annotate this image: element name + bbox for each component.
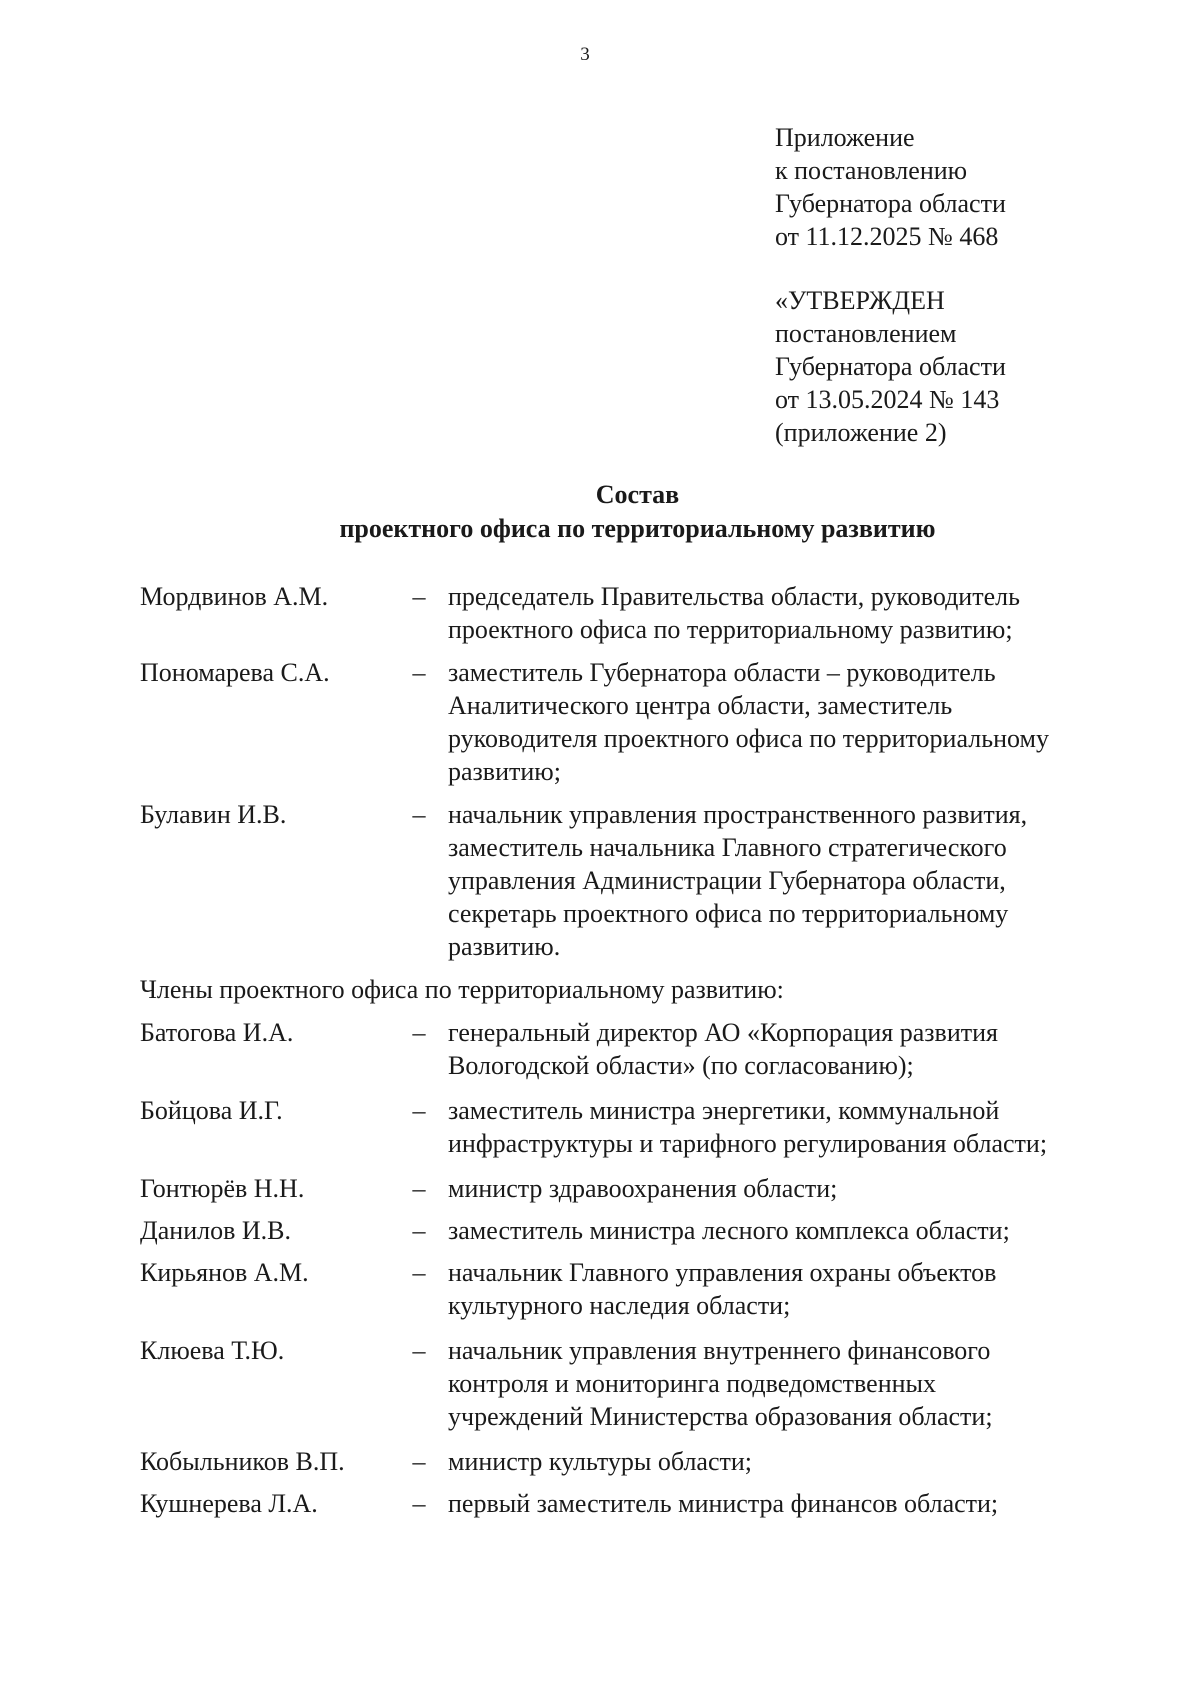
approved-line: от 13.05.2024 № 143 (775, 385, 1000, 414)
member-role: заместитель Губернатора области – руководитель Аналитического центра области, заместитель руководителя проектного офиса по территориальному развитию; (448, 658, 1049, 786)
member-entry (140, 1334, 1128, 1433)
member-name: Данилов И.В. (140, 1216, 291, 1245)
member-entry (140, 1487, 1128, 1520)
appendix-stamp (775, 121, 1006, 253)
dash-separator: – (412, 1018, 426, 1047)
member-role: начальник Главного управления охраны объектов культурного наследия области; (448, 1258, 997, 1320)
member-role: министр культуры области; (448, 1447, 753, 1476)
member-entry (140, 1094, 1128, 1160)
member-role: заместитель министра энергетики, коммунальной инфраструктуры и тарифного регулирования области; (448, 1096, 1048, 1158)
approved-stamp (775, 284, 1006, 449)
approved-line: Губернатора области (775, 352, 1006, 381)
member-entry (140, 580, 1128, 646)
leadership-list (140, 580, 1128, 963)
member-name: Бойцова И.Г. (140, 1096, 283, 1125)
member-role: начальник управления внутреннего финансового контроля и мониторинга подведомственных учреждений Министерства образования области; (448, 1336, 993, 1431)
appendix-line: к постановлению (775, 156, 968, 185)
members-list (140, 1016, 1128, 1520)
dash-separator: – (412, 582, 426, 611)
member-role: заместитель министра лесного комплекса области; (448, 1216, 1010, 1245)
dash-separator: – (412, 1336, 426, 1365)
dash-separator: – (412, 800, 426, 829)
document-title (0, 478, 1200, 546)
member-entry (140, 1445, 1128, 1478)
dash-separator: – (412, 1258, 426, 1287)
appendix-line: Приложение (775, 123, 915, 152)
title-line-2: проектного офиса по территориальному развитию (339, 514, 936, 543)
member-name: Булавин И.В. (140, 800, 287, 829)
member-name: Пономарева С.А. (140, 658, 330, 687)
appendix-line: Губернатора области (775, 189, 1006, 218)
member-name: Гонтюрёв Н.Н. (140, 1174, 305, 1203)
member-entry (140, 1214, 1128, 1247)
approved-line: (приложение 2) (775, 418, 947, 447)
member-name: Клюева Т.Ю. (140, 1336, 285, 1365)
member-entry (140, 798, 1128, 963)
member-role: начальник управления пространственного развития, заместитель начальника Главного стратегического управления Администрации Губернатора области, секретарь проектного офиса по территориальному развитию. (448, 800, 1028, 961)
dash-separator: – (412, 1447, 426, 1476)
page-number: 3 (580, 44, 590, 65)
member-entry (140, 656, 1128, 788)
member-role: генеральный директор АО «Корпорация развития Вологодской области» (по согласованию); (448, 1018, 998, 1080)
member-entry (140, 1172, 1128, 1205)
member-role: министр здравоохранения области; (448, 1174, 838, 1203)
members-heading: Члены проектного офиса по территориальному развитию: (140, 975, 784, 1004)
appendix-line: от 11.12.2025 № 468 (775, 222, 999, 251)
title-line-1: Состав (595, 480, 680, 509)
member-name: Мордвинов А.М. (140, 582, 329, 611)
member-role: первый заместитель министра финансов области; (448, 1489, 999, 1518)
dash-separator: – (412, 1216, 426, 1245)
dash-separator: – (412, 1096, 426, 1125)
member-role: председатель Правительства области, руководитель проектного офиса по территориальному развитию; (448, 582, 1020, 644)
approved-line: «УТВЕРЖДЕН (775, 286, 945, 315)
dash-separator: – (412, 658, 426, 687)
member-name: Кобыльников В.П. (140, 1447, 345, 1476)
dash-separator: – (412, 1174, 426, 1203)
member-name: Кирьянов А.М. (140, 1258, 309, 1287)
member-name: Батогова И.А. (140, 1018, 294, 1047)
member-entry (140, 1016, 1128, 1082)
approved-line: постановлением (775, 319, 957, 348)
member-name: Кушнерева Л.А. (140, 1489, 318, 1518)
member-entry (140, 1256, 1128, 1322)
dash-separator: – (412, 1489, 426, 1518)
